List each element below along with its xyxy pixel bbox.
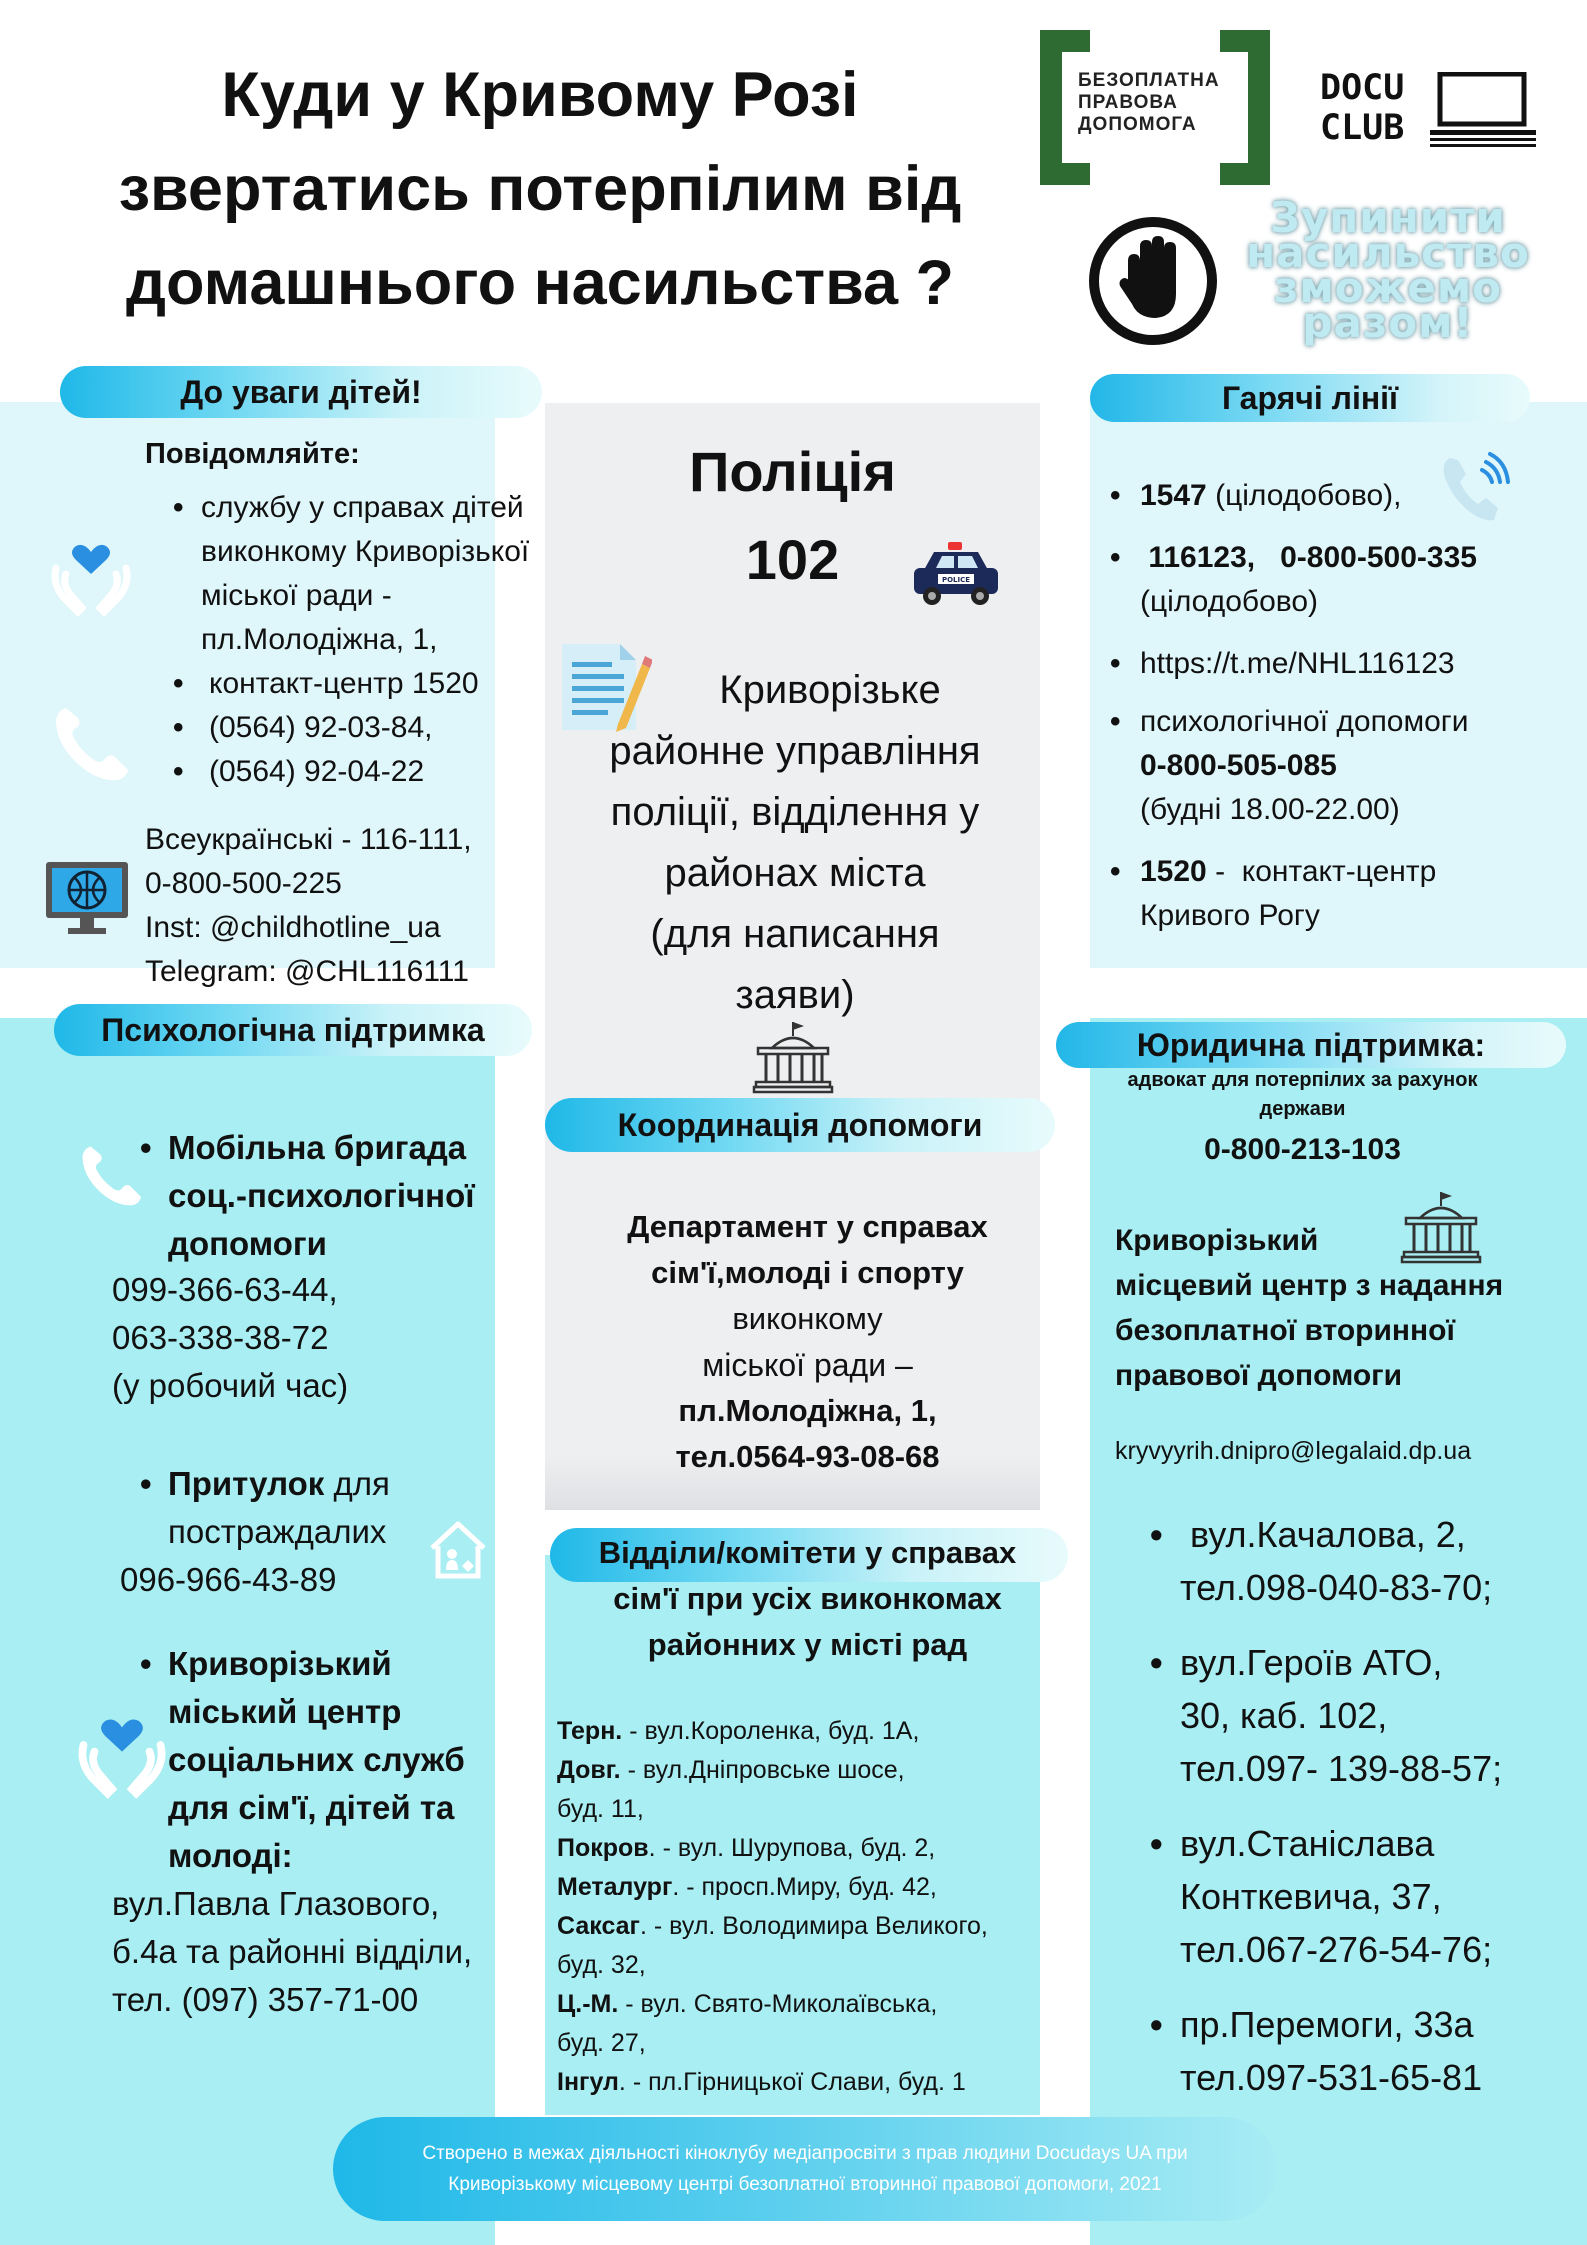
legal-header: Юридична підтримка: bbox=[1056, 1022, 1566, 1068]
committee-district: Інгул bbox=[557, 2068, 619, 2096]
phone-icon bbox=[48, 700, 134, 786]
title-line: звертатись потерпілим від bbox=[118, 154, 962, 224]
committee-district: Довг. bbox=[557, 1756, 621, 1784]
committee-address: . - вул. Володимира Великого, bbox=[639, 1912, 988, 1940]
children-item bbox=[173, 486, 565, 662]
legal-center-line: місцевий центр з надання bbox=[1115, 1269, 1504, 1302]
police-text-line: районах міста bbox=[664, 851, 926, 895]
legal-address-line: • вул.Героїв АТО, bbox=[1180, 1642, 1443, 1683]
laptop-icon bbox=[1428, 72, 1538, 148]
mobile-title-line: • Мобільна бригада bbox=[168, 1129, 467, 1166]
police-text bbox=[555, 660, 1035, 1026]
legal-address-line: Конткевича, 37, bbox=[1180, 1876, 1442, 1917]
national-line: Inst: @childhotline_ua bbox=[145, 911, 441, 944]
hotline-text: Кривого Рогу bbox=[1140, 899, 1320, 932]
committee-row bbox=[557, 1907, 1057, 1946]
hotline-item[interactable] bbox=[1110, 700, 1580, 832]
committees-header-line: районних у місті рад bbox=[647, 1627, 968, 1662]
hotline-item[interactable] bbox=[1110, 474, 1580, 518]
committees-header-line: Відділи/комітети у справах bbox=[598, 1535, 1017, 1570]
national-line: 0-800-500-225 bbox=[145, 867, 342, 900]
legal-address-line: • вул.Качалова, 2, bbox=[1180, 1514, 1466, 1555]
children-item: • контакт-центр 1520 bbox=[173, 662, 565, 706]
footer bbox=[333, 2117, 1277, 2221]
center-line: тел. (097) 357-71-00 bbox=[112, 1981, 419, 2018]
committees-header bbox=[545, 1530, 1070, 1668]
national-lines bbox=[145, 818, 565, 994]
building-icon bbox=[752, 1020, 834, 1094]
hotline-text: (цілодобово), bbox=[1206, 479, 1402, 512]
slogan-line: зможемо bbox=[1273, 263, 1503, 312]
legal-address-line: тел.098-040-83-70; bbox=[1180, 1567, 1493, 1608]
committee-row bbox=[557, 1946, 1057, 1985]
shelter-phone: 096-966-43-89 bbox=[120, 1561, 337, 1598]
legal-address-line: 30, каб. 102, bbox=[1180, 1695, 1388, 1736]
hands-heart-icon bbox=[48, 538, 134, 618]
national-line: Telegram: @CHL116111 bbox=[145, 955, 469, 988]
mobile-brigade bbox=[140, 1124, 500, 1268]
committee-address: . - пл.Гірницької Слави, буд. 1 bbox=[618, 2068, 966, 2096]
committee-address: буд. 27, bbox=[557, 2029, 646, 2057]
footer-line: Криворізькому місцевому центрі безоплатної вторинної правової допомоги, 2021 bbox=[448, 2174, 1162, 2195]
committee-district: Терн. bbox=[557, 1717, 623, 1745]
committees-list bbox=[557, 1712, 1057, 2102]
computer-globe-icon bbox=[42, 858, 132, 938]
slogan-line: Зупинити bbox=[1270, 193, 1506, 242]
hotline-text: (цілодобово) bbox=[1140, 585, 1319, 618]
children-item-line: міської ради - bbox=[201, 579, 392, 612]
committee-district: Ц.-М. bbox=[557, 1990, 619, 2018]
slogan bbox=[1238, 193, 1538, 347]
stop-hand-icon bbox=[1088, 216, 1218, 346]
committee-row bbox=[557, 1712, 1057, 1751]
police-text-line: районне управління bbox=[609, 729, 981, 773]
committee-district: Саксаг bbox=[557, 1912, 640, 1940]
coordination-line: міської ради – bbox=[702, 1347, 913, 1383]
mobile-phone: 099-366-63-44, bbox=[112, 1271, 338, 1308]
footer-line: Створено в межах діяльності кіноклубу медіапросвіти з прав людини Docudays UA при bbox=[422, 2143, 1188, 2164]
hotline-item[interactable] bbox=[1110, 850, 1580, 938]
logo-text: БЕЗОПЛАТНА bbox=[1078, 70, 1220, 91]
legal-address-line: тел.097-531-65-81 bbox=[1180, 2057, 1483, 2098]
legal-address-item bbox=[1150, 1636, 1580, 1795]
committee-row bbox=[557, 1790, 1057, 1829]
logo-text: ПРАВОВА bbox=[1078, 92, 1178, 113]
hotline-number: 1520 bbox=[1140, 855, 1207, 888]
committee-address: . - просп.Миру, буд. 42, bbox=[672, 1873, 937, 1901]
legal-center bbox=[1115, 1218, 1585, 1398]
police-text-line: Криворізьке bbox=[719, 668, 941, 712]
children-item: • (0564) 92-03-84, bbox=[173, 706, 565, 750]
social-center bbox=[140, 1640, 500, 1880]
title-line: Куди у Кривому Розі bbox=[221, 60, 859, 130]
police-car-icon bbox=[910, 540, 1002, 612]
center-line: вул.Павла Глазового, bbox=[112, 1885, 440, 1922]
committee-row bbox=[557, 1829, 1057, 1868]
committee-address: - вул. Свято-Миколаївська, bbox=[618, 1990, 938, 2018]
coordination-line: тел.0564-93-08-68 bbox=[675, 1439, 940, 1474]
hotline-number: 1547 bbox=[1140, 479, 1207, 512]
hotlines-list bbox=[1110, 474, 1580, 938]
legal-address-line: • пр.Перемоги, 33а bbox=[1180, 2004, 1474, 2045]
logo-text: CLUB bbox=[1320, 108, 1405, 148]
slogan-line: насильство bbox=[1246, 228, 1530, 277]
committee-address: буд. 11, bbox=[557, 1795, 644, 1823]
committee-row bbox=[557, 1751, 1057, 1790]
legal-address-item bbox=[1150, 1508, 1580, 1614]
logo-text: DOCU bbox=[1320, 68, 1405, 108]
shelter-house-icon bbox=[426, 1518, 490, 1582]
center-title-line: соціальних служб bbox=[168, 1741, 465, 1778]
shelter-text: для bbox=[324, 1465, 390, 1502]
center-line: б.4а та районні відділи, bbox=[112, 1933, 473, 1970]
children-header: До уваги дітей! bbox=[60, 366, 542, 418]
legal-phone[interactable]: 0-800-213-103 bbox=[1204, 1133, 1401, 1166]
children-intro: Повідомляйте: bbox=[145, 438, 360, 470]
center-title-line: для сім'ї, дітей та bbox=[168, 1789, 455, 1826]
coordination-line: виконкому bbox=[732, 1301, 883, 1336]
police-text-line: поліції, відділення у bbox=[610, 790, 980, 834]
committee-district: Металург bbox=[557, 1873, 673, 1901]
police-text-line: (для написання bbox=[650, 912, 940, 956]
legal-sub-line: адвокат для потерпілих за рахунок bbox=[1127, 1069, 1478, 1091]
hotline-link[interactable]: https://t.me/NHL116123 bbox=[1140, 647, 1455, 680]
legal-sub-line: держави bbox=[1259, 1098, 1346, 1120]
hands-heart-icon bbox=[74, 1712, 170, 1800]
committee-address: . - вул. Шурупова, буд. 2, bbox=[648, 1834, 936, 1862]
national-line: Всеукраїнські - 116-111, bbox=[145, 823, 472, 856]
committee-address: - вул.Короленка, буд. 1А, bbox=[622, 1717, 920, 1745]
children-item-line: пл.Молодіжна, 1, bbox=[201, 623, 438, 656]
hotline-number: 116123, 0-800-500-335 bbox=[1140, 541, 1477, 574]
committee-address: - вул.Дніпровське шосе, bbox=[620, 1756, 905, 1784]
phone-icon bbox=[76, 1140, 146, 1210]
mobile-phone: 063-338-38-72 bbox=[112, 1319, 329, 1356]
hotline-number: 0-800-505-085 bbox=[1140, 749, 1337, 782]
mobile-title-line: допомоги bbox=[168, 1225, 327, 1262]
committee-district: Покров bbox=[557, 1834, 649, 1862]
coordination-content bbox=[545, 1204, 1070, 1480]
legal-sub bbox=[1090, 1066, 1515, 1124]
legal-aid-logo bbox=[1040, 30, 1270, 185]
committee-address: буд. 32, bbox=[557, 1951, 646, 1979]
hotline-text: - контакт-центр bbox=[1206, 855, 1437, 888]
children-item: • (0564) 92-04-22 bbox=[173, 750, 565, 794]
legal-email[interactable]: kryvyyrih.dnipro@legalaid.dp.ua bbox=[1115, 1437, 1472, 1465]
police-title-text: Поліція bbox=[689, 440, 896, 503]
slogan-line: разом! bbox=[1302, 298, 1474, 347]
legal-address-line: тел.097- 139-88-57; bbox=[1180, 1748, 1503, 1789]
hotline-item[interactable] bbox=[1110, 536, 1580, 624]
children-content bbox=[145, 432, 565, 994]
committee-row bbox=[557, 1868, 1057, 1907]
legal-center-line: правової допомоги bbox=[1115, 1359, 1403, 1392]
legal-address-line: • вул.Станіслава bbox=[1180, 1823, 1435, 1864]
legal-address-item bbox=[1150, 1998, 1580, 2104]
police-number: 102 bbox=[745, 528, 840, 591]
committee-row bbox=[557, 2063, 1057, 2102]
hotline-item[interactable] bbox=[1110, 642, 1580, 686]
center-title-line: молоді: bbox=[168, 1837, 293, 1874]
mobile-phone: (у робочий час) bbox=[112, 1367, 349, 1404]
center-title-line: • Криворізький bbox=[168, 1645, 392, 1682]
social-center-address bbox=[112, 1880, 512, 2024]
legal-center-line: безоплатної вторинної bbox=[1115, 1314, 1455, 1347]
social-center-title bbox=[140, 1640, 500, 1880]
shelter-title: Притулок bbox=[168, 1465, 325, 1502]
hotline-text: • психологічної допомоги bbox=[1140, 705, 1469, 738]
mobile-phones bbox=[112, 1266, 492, 1410]
psych-mobile bbox=[140, 1124, 500, 1268]
shelter-text: постраждалих bbox=[168, 1513, 387, 1550]
coordination-header: Координація допомоги bbox=[545, 1098, 1055, 1152]
logo-text: ДОПОМОГА bbox=[1078, 114, 1197, 135]
legal-addresses bbox=[1150, 1508, 1580, 2104]
mobile-title-line: соц.-психологічної bbox=[168, 1177, 475, 1214]
coordination-line: пл.Молодіжна, 1, bbox=[678, 1393, 937, 1428]
coordination-line: сім'ї,молоді і спорту bbox=[651, 1255, 964, 1290]
legal-address-item bbox=[1150, 1817, 1580, 1976]
page-title bbox=[40, 48, 1040, 330]
center-title-line: міський центр bbox=[168, 1693, 402, 1730]
legal-center-line: Криворізький bbox=[1115, 1224, 1319, 1257]
children-item-line: • службу у справах дітей bbox=[201, 491, 524, 524]
police-text-line: заяви) bbox=[735, 973, 855, 1017]
docu-club-logo bbox=[1320, 68, 1540, 148]
legal-address-line: тел.067-276-54-76; bbox=[1180, 1929, 1493, 1970]
psych-header: Психологічна підтримка bbox=[54, 1004, 532, 1056]
children-item-line: виконкому Криворізької bbox=[201, 535, 530, 568]
hotline-text: (будні 18.00-22.00) bbox=[1140, 793, 1400, 826]
committee-row bbox=[557, 2024, 1057, 2063]
committee-row bbox=[557, 1985, 1057, 2024]
committees-header-line: сім'ї при усіх виконкомах bbox=[613, 1581, 1002, 1616]
title-line: домашнього насильства ? bbox=[125, 248, 955, 318]
police-car-label: POLICE bbox=[941, 576, 971, 584]
hotlines-header: Гарячі лінії bbox=[1090, 374, 1530, 422]
coordination-line: Департамент у справах bbox=[627, 1209, 988, 1244]
